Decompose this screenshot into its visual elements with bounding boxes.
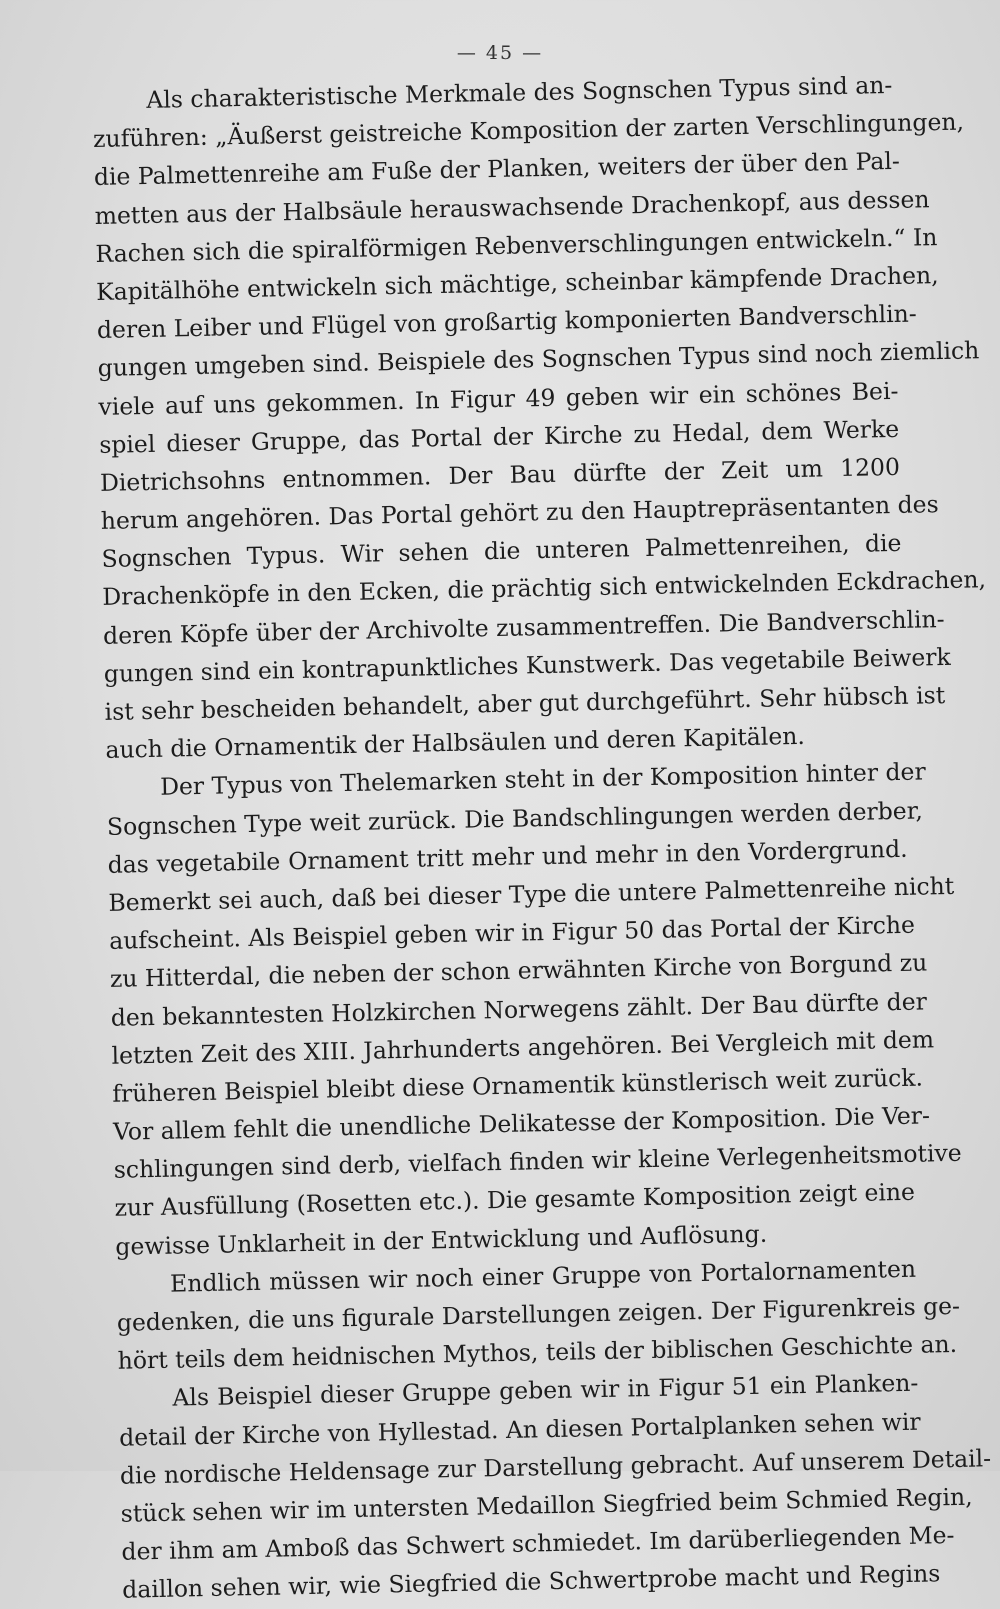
- text-line: metten aus der Halbsäule herauswachsende Drachenkopf, aus dessen: [94, 184, 930, 230]
- text-line: das vegetabile Ornament tritt mehr und mehr in den Vordergrund.: [107, 834, 908, 879]
- text-line: Drachenköpfe in den Ecken, die prächtig sich entwickelnden Eckdrachen,: [102, 565, 987, 612]
- text-line: daillon sehen wir, wie Siegfried die Schwertprobe macht und Regins: [121, 1559, 941, 1605]
- text-line: der ihm am Amboß das Schwert schmiedet. Im darüberliegenden Me-: [121, 1521, 955, 1566]
- text-line: letzten Zeit des XIII. Jahrhunderts angehören. Bei Vergleich mit dem: [111, 1024, 935, 1070]
- text-line: früheren Beispiel bleibt diese Ornamentik künstlerisch weit zurück.: [112, 1063, 924, 1108]
- text-line: Vor allem fehlt die unendliche Delikatesse der Komposition. Die Ver-: [112, 1101, 931, 1146]
- text-line: zuführen: „Äußerst geistreiche Komposition der zarten Verschlingungen,: [92, 107, 965, 154]
- text-line: spiel dieser Gruppe, das Portal der Kirche zu Hedal, dem Werke: [98, 414, 900, 459]
- text-line: den bekanntesten Holzkirchen Norwegens zählt. Der Bau dürfte der: [110, 986, 928, 1032]
- text-line: die nordische Heldensage zur Darstellung gebracht. Auf unserem Detail-: [119, 1443, 992, 1490]
- text-line: Kapitälhöhe entwickeln sich mächtige, scheinbar kämpfende Drachen,: [95, 260, 939, 306]
- text-line: gedenken, die uns figurale Darstellungen zeigen. Der Figurenkreis ge-: [116, 1291, 961, 1337]
- text-line: stück sehen wir im untersten Medaillon Siegfried beim Schmied Regin,: [120, 1482, 973, 1528]
- text-line: Als charakteristische Merkmale des Sognschen Typus sind an-: [146, 70, 893, 114]
- text-line: Endlich müssen wir noch einer Gruppe von Portalornamenten: [169, 1254, 917, 1298]
- text-line: auch die Ornamentik der Halbsäulen und deren Kapitälen.: [105, 722, 806, 765]
- text-line: Rachen sich die spiralförmigen Rebenverschlingungen entwickeln.“ In: [95, 222, 938, 268]
- text-line: Als Beispiel dieser Gruppe geben wir in Figur 51 ein Planken-: [172, 1369, 919, 1413]
- text-line: die Palmettenreihe am Fuße der Planken, weiters der über den Pal-: [93, 147, 901, 192]
- text-line: aufscheint. Als Beispiel geben wir in Figur 50 das Portal der Kirche: [108, 910, 916, 955]
- text-line: Der Typus von Thelemarken steht in der Komposition hinter der: [159, 757, 926, 802]
- text-line: ist sehr bescheiden behandelt, aber gut durchgeführt. Sehr hübsch ist: [104, 681, 946, 726]
- text-line: Dietrichsohns entnommen. Der Bau dürfte der Zeit um 1200: [99, 452, 901, 497]
- text-line: gungen sind ein kontrapunktliches Kunstwerk. Das vegetabile Beiwerk: [103, 642, 951, 688]
- text-line: zur Ausfüllung (Rosetten etc.). Die gesamte Komposition zeigt eine: [114, 1178, 916, 1223]
- text-line: detail der Kirche von Hyllestad. An diesen Portalplanken sehen wir: [118, 1407, 921, 1452]
- text-line: deren Leiber und Flügel von großartig komponierten Bandverschlin-: [96, 299, 917, 345]
- text-line: deren Köpfe über der Archivolte zusammentreffen. Die Bandverschlin-: [102, 604, 945, 650]
- text-line: Bemerkt sei auch, daß bei dieser Type die untere Palmettenreihe nicht: [108, 871, 955, 917]
- text-line: gungen umgeben sind. Beispiele des Sognschen Typus sind noch ziemlich: [97, 336, 980, 383]
- text-line: herum angehören. Das Portal gehört zu den Hauptrepräsentanten des: [100, 490, 939, 535]
- text-line: Sognschen Type weit zurück. Die Bandschlingungen werden derber,: [106, 796, 924, 841]
- text-line: hört teils dem heidnischen Mythos, teils der biblischen Geschichte an.: [117, 1330, 958, 1375]
- text-line: Sognschen Typus. Wir sehen die unteren Palmettenreihen, die: [101, 529, 902, 574]
- text-line: zu Hitterdal, die neben der schon erwähnten Kirche von Borgund zu: [109, 948, 928, 994]
- text-line: schlingungen sind derb, vielfach finden wir kleine Verlegenheitsmotive: [113, 1139, 962, 1185]
- body-text: [92, 66, 992, 1609]
- page-number: — 45 —: [456, 42, 544, 64]
- text-line: viele auf uns gekommen. In Figur 49 geben wir ein schönes Bei-: [98, 376, 899, 421]
- text-line: gewisse Unklarheit in der Entwicklung und Auflösung.: [115, 1219, 768, 1261]
